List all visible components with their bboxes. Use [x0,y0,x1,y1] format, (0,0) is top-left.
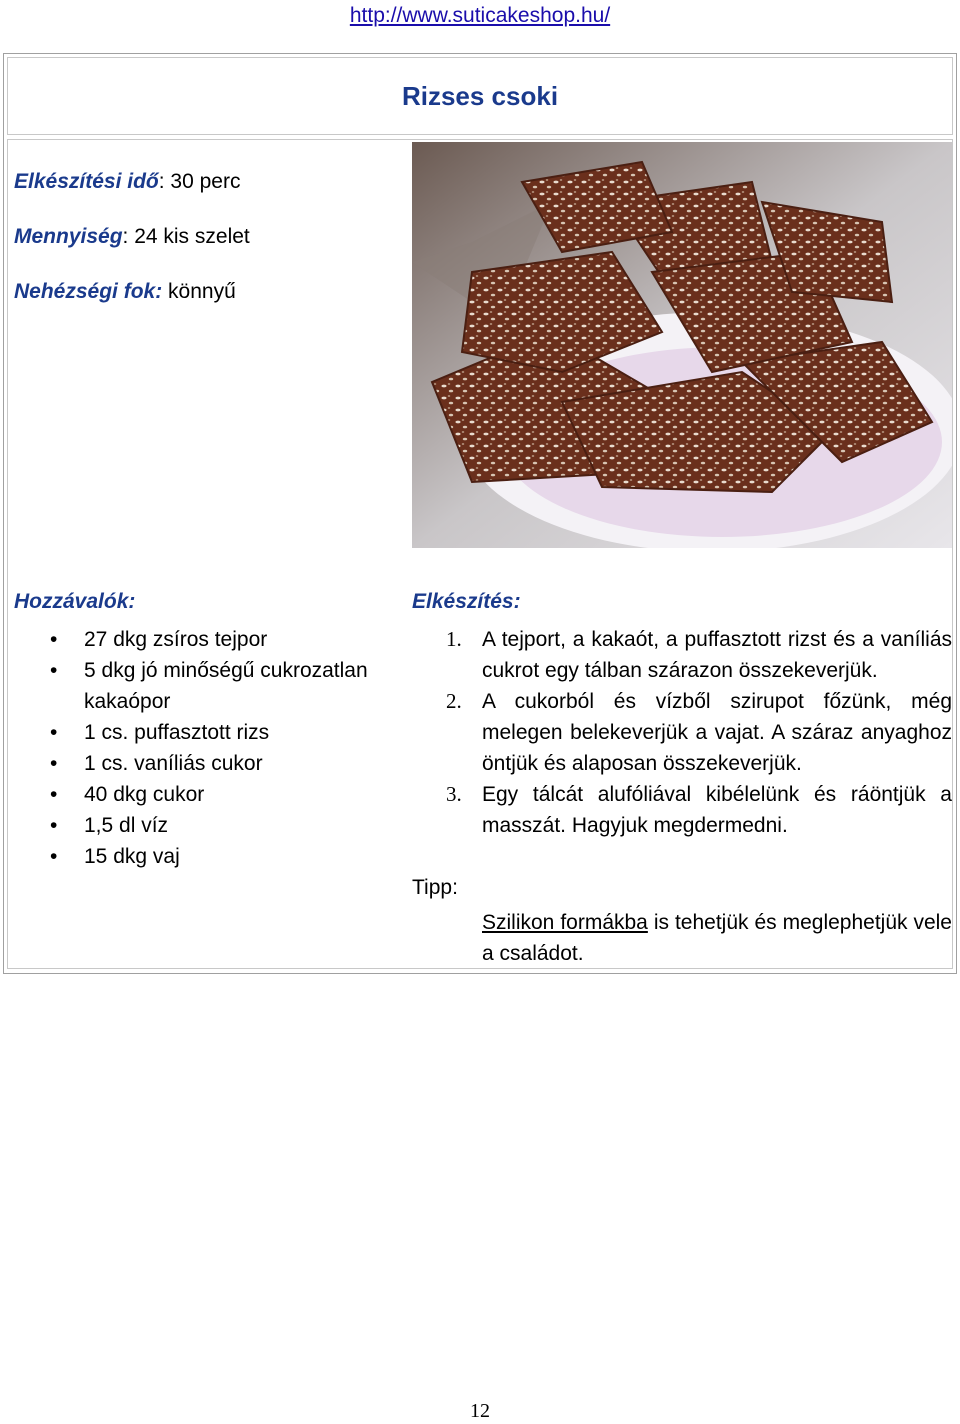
step-number: 2. [446,689,462,713]
steps-list [412,624,952,841]
ingredient-item: • 15 dkg vaj [14,841,414,872]
step-number: 1. [446,627,462,651]
step-item [412,779,952,841]
difficulty [14,280,236,304]
prep-time-value: : 30 perc [158,170,241,193]
ingredient-item: • 1,5 dl víz [14,810,414,841]
step-text: A cukorból és vízből szirupot főzünk, még melegen belekeverjük a vajat. A száraz anyaghoz öntjük és alaposan összekeverjük. [482,690,952,775]
ingredient-item: • 27 dkg zsíros tejpor [14,624,414,655]
step-number: 3. [446,782,462,806]
title-cell [7,57,953,135]
recipe-photo [412,142,952,548]
page-number: 12 [470,1400,490,1422]
prep-time-label: Elkészítési idő [14,170,159,193]
prep-time [14,170,240,194]
step-item [412,686,952,779]
ingredients-list [14,624,414,872]
ingredient-item: • 40 dkg cukor [14,779,414,810]
recipe-table [3,53,957,974]
site-url-link[interactable]: http://www.suticakeshop.hu/ [349,4,611,27]
ingredient-item: • 1 cs. vaníliás cukor [14,748,414,779]
recipe-body [7,139,953,969]
quantity-value: : 24 kis szelet [122,225,250,248]
tip-text [482,907,952,969]
difficulty-value: könnyű [162,280,236,303]
step-item [412,624,952,686]
step-text: Egy tálcát alufóliával kibélelünk és ráöntjük a masszát. Hagyjuk megdermedni. [482,783,952,837]
tip-label: Tipp: [412,876,458,899]
quantity [14,225,250,249]
quantity-label: Mennyiség [14,225,123,248]
step-text: A tejport, a kakaót, a puffasztott rizst és a vaníliás cukrot egy tálban szárazon összekeverjük. [482,628,952,682]
recipe-title: Rizses csoki [401,80,559,111]
tip-link[interactable]: Szilikon formákba [482,911,648,934]
tip-body: is tehetjük és meglephetjük vele a családot. [482,911,952,965]
ingredients-heading: Hozzávalók: [14,590,136,613]
method-heading: Elkészítés: [412,590,521,613]
ingredient-item: • 1 cs. puffasztott rizs [14,717,414,748]
ingredient-item: • 5 dkg jó minőségű cukrozatlan kakaópor [14,655,414,717]
difficulty-label: Nehézségi fok: [14,280,163,303]
